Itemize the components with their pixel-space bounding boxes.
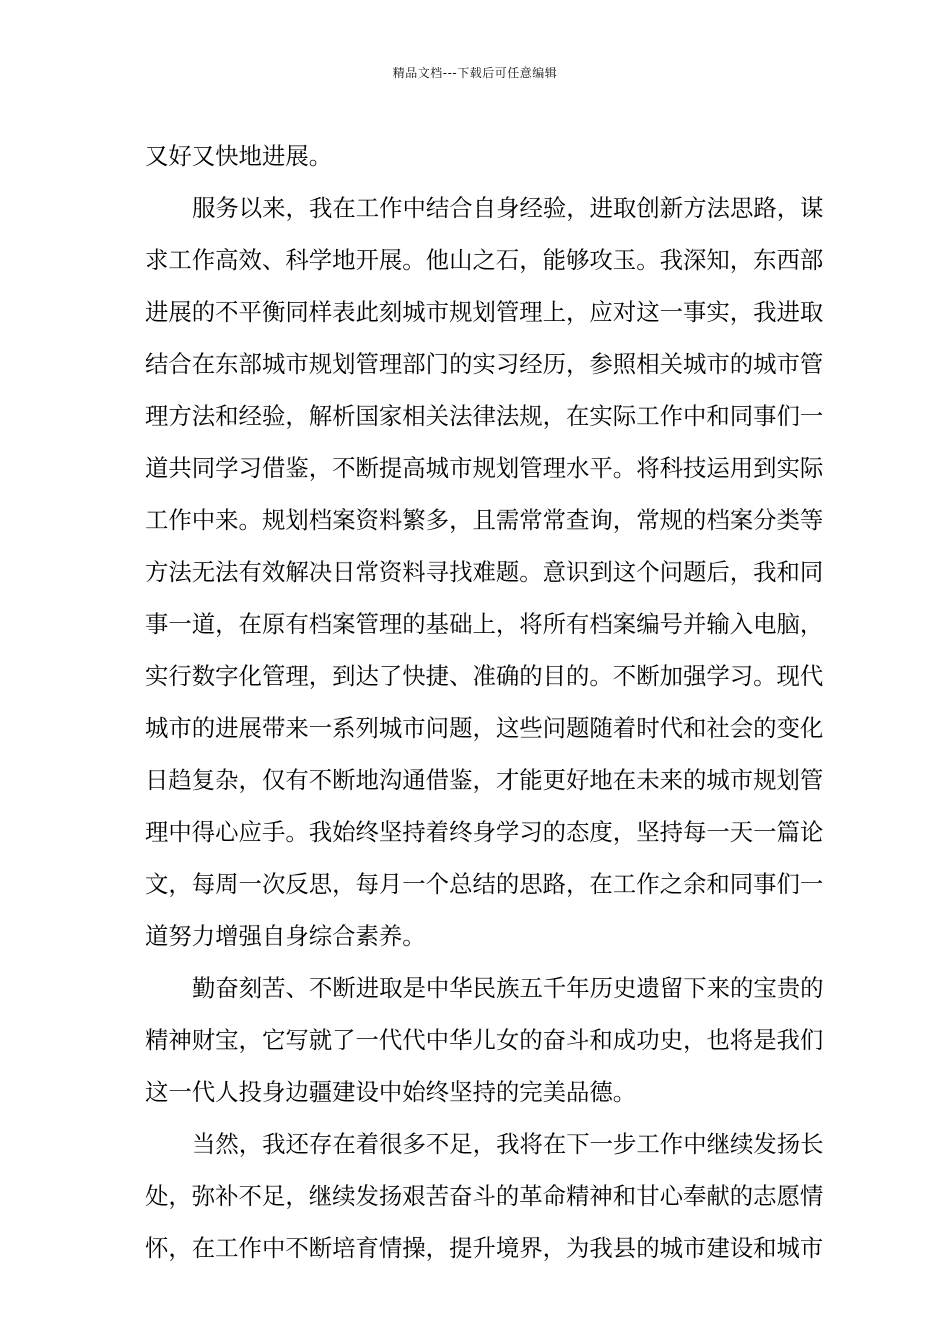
text-line: 求工作高效、科学地开展。他山之石，能够攻玉。我深知，东西部 [145,246,824,274]
page-header: 精品文档---下载后可任意编辑 [392,66,558,80]
text-line: 进展的不平衡同样表此刻城市规划管理上，应对这一事实，我进取 [145,298,824,326]
text-line: 城市的进展带来一系列城市问题，这些问题随着时代和社会的变化 [145,714,824,742]
text-line: 理中得心应手。我始终坚持着终身学习的态度，坚持每一天一篇论 [145,818,824,846]
text-line: 结合在东部城市规划管理部门的实习经历，参照相关城市的城市管 [145,350,824,378]
text-line: 道共同学习借鉴，不断提高城市规划管理水平。将科技运用到实际 [145,454,824,482]
text-line: 当然，我还存在着很多不足，我将在下一步工作中继续发扬长 [192,1130,824,1158]
text-line: 理方法和经验，解析国家相关法律法规，在实际工作中和同事们一 [145,402,824,430]
text-line: 勤奋刻苦、不断进取是中华民族五千年历史遗留下来的宝贵的 [192,974,824,1002]
text-line: 事一道，在原有档案管理的基础上，将所有档案编号并输入电脑， [145,610,824,638]
text-line: 精神财宝，它写就了一代代中华儿女的奋斗和成功史，也将是我们 [145,1026,824,1054]
text-line: 又好又快地进展。 [145,142,333,170]
text-line: 方法无法有效解决日常资料寻找难题。意识到这个问题后，我和同 [145,558,824,586]
text-line: 实行数字化管理，到达了快捷、准确的目的。不断加强学习。现代 [145,662,824,690]
text-line: 怀，在工作中不断培育情操，提升境界，为我县的城市建设和城市 [145,1234,824,1262]
text-line: 服务以来，我在工作中结合自身经验，进取创新方法思路，谋 [192,194,824,222]
text-line: 处，弥补不足，继续发扬艰苦奋斗的革命精神和甘心奉献的志愿情 [145,1182,824,1210]
document-body [145,130,824,1274]
text-line: 日趋复杂，仅有不断地沟通借鉴，才能更好地在未来的城市规划管 [145,766,824,794]
text-line: 道努力增强自身综合素养。 [145,922,426,950]
text-line: 文，每周一次反思，每月一个总结的思路，在工作之余和同事们一 [145,870,824,898]
text-line: 工作中来。规划档案资料繁多，且需常常查询，常规的档案分类等 [145,506,824,534]
text-line: 这一代人投身边疆建设中始终坚持的完美品德。 [145,1078,637,1106]
